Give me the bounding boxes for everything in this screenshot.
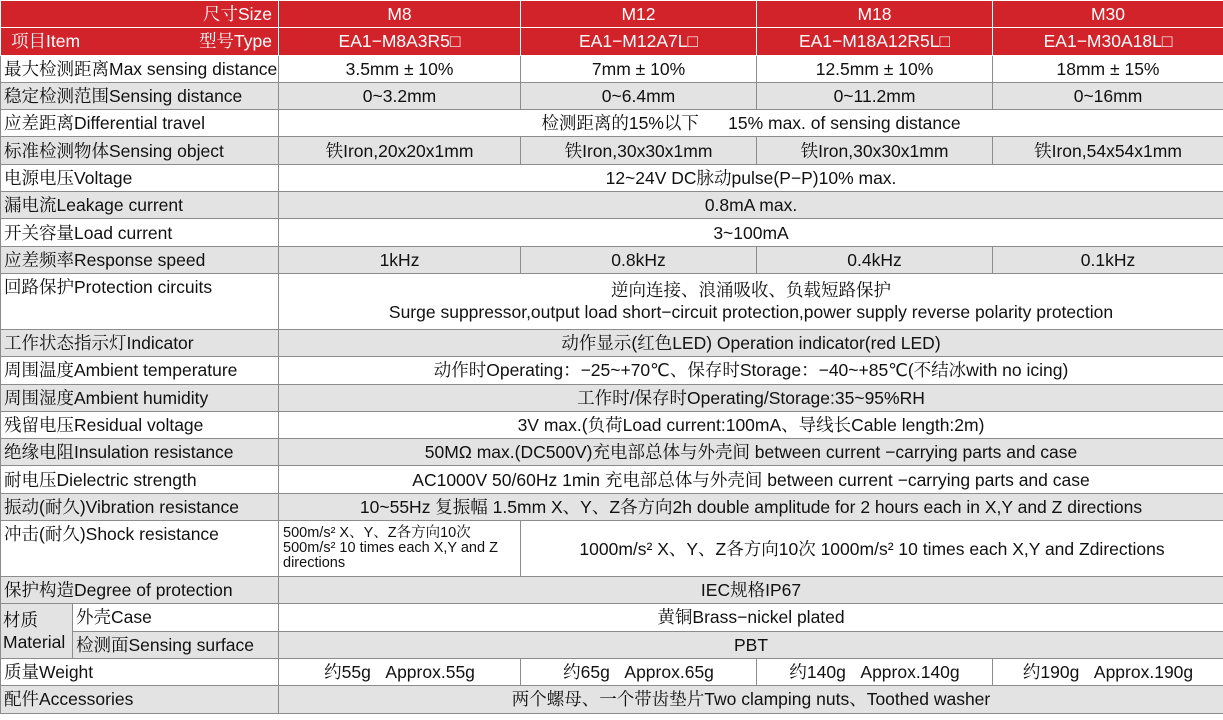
row-label: 回路保护Protection circuits: [1, 273, 279, 329]
protection-line-cn: 逆向连接、浪涌吸收、负载短路保护: [611, 280, 892, 301]
item-type-header: [1, 28, 279, 55]
cell-all: [279, 273, 1223, 329]
row-label: 电源电压Voltage: [1, 164, 279, 191]
row-material-surface: [1, 631, 1223, 658]
cell-m8: [279, 658, 521, 685]
row-label: 冲击(耐久)Shock resistance: [1, 521, 279, 577]
cell-m18: 0~11.2mm: [757, 82, 993, 109]
row-max-distance: [1, 55, 1223, 82]
row-dielectric: [1, 466, 1223, 493]
row-label: 漏电流Leakage current: [1, 192, 279, 219]
cell-m12: 7mm ± 10%: [521, 55, 757, 82]
cell-m30: 铁Iron,54x54x1mm: [993, 137, 1223, 164]
cell-all: 动作时Operating：−25~+70℃、保存时Storage：−40~+85℃(不结冰with no icing): [279, 357, 1223, 384]
weight-en: Approx.65g: [624, 662, 714, 683]
surface-label: 检测面Sensing surface: [73, 631, 279, 658]
size-m18: M18: [757, 1, 993, 28]
cell-all: 两个螺母、一个带齿垫片Two clamping nuts、Toothed washer: [279, 686, 1223, 713]
row-label: 保护构造Degree of protection: [1, 577, 279, 604]
cell-m8: 1kHz: [279, 246, 521, 273]
material-label: 材质 Material: [1, 604, 73, 659]
cell-all: 工作时/保存时Operating/Storage:35~95%RH: [279, 384, 1223, 411]
row-label: 应差频率Response speed: [1, 246, 279, 273]
row-differential: [1, 110, 1223, 137]
size-m12: M12: [521, 1, 757, 28]
cell-m12: 0.8kHz: [521, 246, 757, 273]
row-label: 残留电压Residual voltage: [1, 411, 279, 438]
cell-all: AC1000V 50/60Hz 1min 充电部总体与外壳间 between current −carrying parts and case: [279, 466, 1223, 493]
weight-en: Approx.190g: [1093, 662, 1194, 683]
cell-m18: 12.5mm ± 10%: [757, 55, 993, 82]
cell-m30: 0.1kHz: [993, 246, 1223, 273]
row-weight: [1, 658, 1223, 685]
type-m30: EA1−M30A18L□: [993, 28, 1223, 55]
case-label: 外壳Case: [73, 604, 279, 631]
size-m8: M8: [279, 1, 521, 28]
cell-all: 10~55Hz 复振幅 1.5mm X、Y、Z各方向2h double amplitude for 2 hours each in X,Y and Z directions: [279, 493, 1223, 520]
row-residual: [1, 411, 1223, 438]
weight-cn: 约55g: [324, 662, 371, 683]
cell-all: 3~100mA: [279, 219, 1223, 246]
row-load: [1, 219, 1223, 246]
row-label: 应差距离Differential travel: [1, 110, 279, 137]
type-m18: EA1−M18A12R5L□: [757, 28, 993, 55]
row-shock: [1, 521, 1223, 577]
cell-all: 12~24V DC脉动pulse(P−P)10% max.: [279, 164, 1223, 191]
row-indicator: [1, 329, 1223, 356]
surface-value: PBT: [279, 631, 1223, 658]
row-label: 最大检测距离Max sensing distance: [1, 55, 279, 82]
type-m8: EA1−M8A3R5□: [279, 28, 521, 55]
row-label: 周围湿度Ambient humidity: [1, 384, 279, 411]
row-material-case: [1, 604, 1223, 631]
cell-m8: 铁Iron,20x20x1mm: [279, 137, 521, 164]
cell-m12: 铁Iron,30x30x1mm: [521, 137, 757, 164]
item-label: 项目Item: [11, 31, 81, 52]
size-m30: M30: [993, 1, 1223, 28]
cell-m8: 500m/s² X、Y、Z各方向10次 500m/s² 10 times each X,Y and Z directions: [279, 521, 521, 577]
row-sensing-distance: [1, 82, 1223, 109]
cell-m12: 0~6.4mm: [521, 82, 757, 109]
cell-all: 3V max.(负荷Load current:100mA、导线长Cable length:2m): [279, 411, 1223, 438]
row-label: 质量Weight: [1, 658, 279, 685]
cell-all: 0.8mA max.: [279, 192, 1223, 219]
row-label: 耐电压Dielectric strength: [1, 466, 279, 493]
cell-m8: 0~3.2mm: [279, 82, 521, 109]
weight-cn: 约65g: [563, 662, 610, 683]
row-insulation: [1, 439, 1223, 466]
row-voltage: [1, 164, 1223, 191]
row-label: 绝缘电阻Insulation resistance: [1, 439, 279, 466]
row-leakage: [1, 192, 1223, 219]
case-value: 黄铜Brass−nickel plated: [279, 604, 1223, 631]
cell-m30: [993, 658, 1223, 685]
cell-m12-m30: 1000m/s² X、Y、Z各方向10次 1000m/s² 10 times each X,Y and Zdirections: [521, 521, 1223, 577]
row-temperature: [1, 357, 1223, 384]
row-label: 工作状态指示灯Indicator: [1, 329, 279, 356]
row-label: 稳定检测范围Sensing distance: [1, 82, 279, 109]
row-protection: [1, 273, 1223, 329]
cell-all: 检测距离的15%以下 15% max. of sensing distance: [279, 110, 1223, 137]
cell-all: 动作显示(红色LED) Operation indicator(red LED): [279, 329, 1223, 356]
weight-cn: 约140g: [789, 662, 846, 683]
cell-m12: [521, 658, 757, 685]
type-m12: EA1−M12A7L□: [521, 28, 757, 55]
cell-all: IEC规格IP67: [279, 577, 1223, 604]
row-label: 振动(耐久)Vibration resistance: [1, 493, 279, 520]
row-object: [1, 137, 1223, 164]
cell-m18: [757, 658, 993, 685]
row-vibration: [1, 493, 1223, 520]
row-label: 周围温度Ambient temperature: [1, 357, 279, 384]
row-label: 开关容量Load current: [1, 219, 279, 246]
weight-en: Approx.55g: [385, 662, 475, 683]
cell-m30: 0~16mm: [993, 82, 1223, 109]
cell-all: 50MΩ max.(DC500V)充电部总体与外壳间 between current −carrying parts and case: [279, 439, 1223, 466]
row-label: 配件Accessories: [1, 686, 279, 713]
row-degree: [1, 577, 1223, 604]
cell-m8: 3.5mm ± 10%: [279, 55, 521, 82]
row-humidity: [1, 384, 1223, 411]
type-label: 型号Type: [199, 31, 273, 52]
row-label: 标准检测物体Sensing object: [1, 137, 279, 164]
size-label: 尺寸Size: [1, 1, 279, 28]
cell-m30: 18mm ± 15%: [993, 55, 1223, 82]
row-accessories: [1, 686, 1223, 713]
row-response: [1, 246, 1223, 273]
weight-cn: 约190g: [1022, 662, 1080, 683]
cell-m18: 铁Iron,30x30x1mm: [757, 137, 993, 164]
protection-line-en: Surge suppressor,output load short−circuit protection,power supply reverse polarity protection: [388, 302, 1114, 323]
header-type-row: [1, 28, 1223, 55]
cell-m18: 0.4kHz: [757, 246, 993, 273]
weight-en: Approx.140g: [860, 662, 960, 683]
header-size-row: [1, 1, 1223, 28]
